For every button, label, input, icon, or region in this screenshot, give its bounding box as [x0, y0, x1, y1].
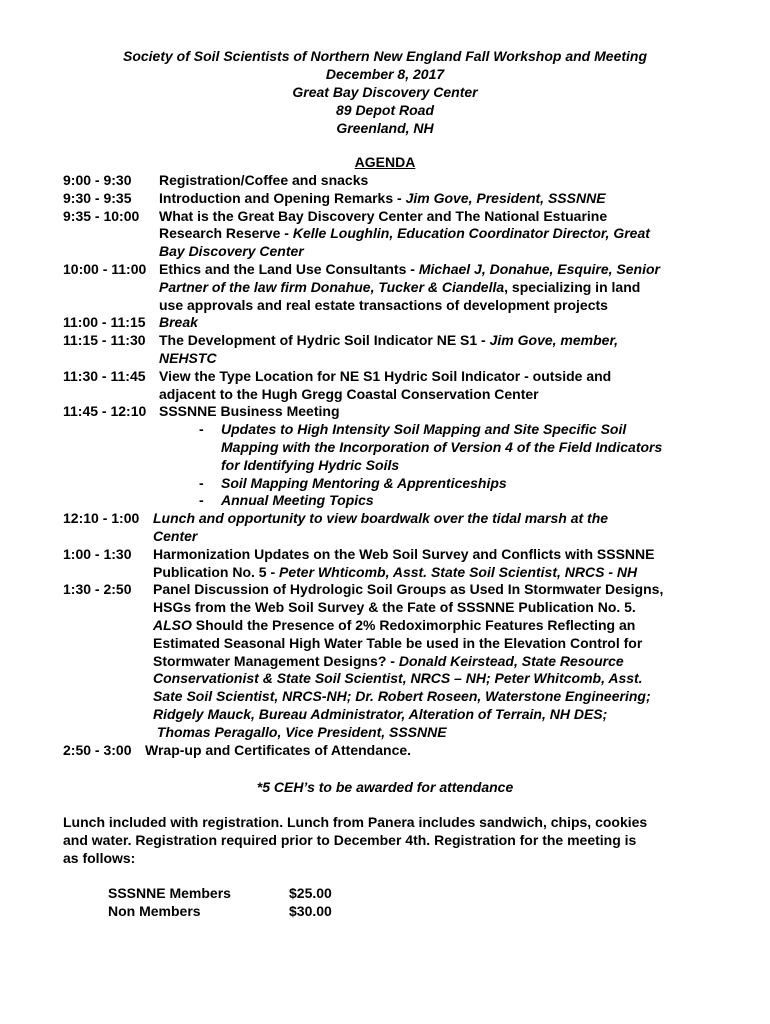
bullet-text: for Identifying Hydric Soils — [221, 456, 400, 473]
agenda-time: 1:30 - 2:50 — [63, 581, 132, 598]
agenda-speaker: Jim Gove, President, SSSNNE — [405, 189, 606, 206]
agenda-desc: View the Type Location for NE S1 Hydric Soil Indicator - outside and — [159, 367, 612, 384]
agenda-topic: Ethics and the Land Use Consultants - — [159, 260, 419, 277]
agenda-topic: Publication No. 5 - — [153, 563, 280, 580]
agenda-topic: Stormwater Management Designs? - — [153, 652, 399, 669]
agenda-desc — [159, 350, 713, 368]
agenda-desc — [159, 190, 713, 208]
agenda-item — [63, 546, 713, 582]
agenda-desc — [153, 724, 713, 742]
agenda-desc: Wrap-up and Certificates of Attendance. — [145, 741, 412, 758]
agenda-speaker: Partner of the law firm Donahue, Tucker & Ciandella — [159, 278, 505, 295]
agenda-desc: Harmonization Updates on the Web Soil Survey and Conflicts with SSSNNE — [153, 545, 655, 562]
agenda-item — [63, 581, 713, 741]
bullet-text: Annual Meeting Topics — [221, 492, 374, 509]
lunch-note — [63, 814, 713, 867]
agenda-time: 1:00 - 1:30 — [63, 545, 132, 562]
agenda-time: 10:00 - 11:00 — [63, 260, 147, 277]
agenda-speaker: Sate Soil Scientist, NRCS-NH; Dr. Robert Roseen, Waterstone Engineering; — [153, 688, 651, 705]
fee-label: Non Members — [108, 903, 201, 919]
agenda-time: 12:10 - 1:00 — [63, 510, 140, 527]
agenda-desc: SSSNNE Business Meeting — [159, 403, 340, 420]
agenda-time: 9:30 - 9:35 — [63, 189, 132, 206]
list-item — [199, 421, 713, 474]
agenda-desc — [153, 528, 713, 546]
also-label: ALSO — [153, 616, 192, 633]
agenda-title: AGENDA — [354, 154, 416, 170]
agenda-item — [63, 332, 713, 368]
business-meeting-topics — [199, 421, 713, 510]
agenda-speaker: Conservationist & State Soil Scientist, NRCS – NH; Peter Whitcomb, Asst. — [153, 670, 643, 687]
fee-row — [108, 903, 368, 921]
agenda-item — [63, 510, 713, 546]
bullet-text: Updates to High Intensity Soil Mapping and Site Specific Soil — [221, 421, 627, 438]
agenda-speaker: Peter Whticomb, Asst. State Soil Scientist, NRCS - NH — [279, 563, 638, 580]
agenda-topic: Lunch and opportunity to view boardwalk over the tidal marsh at the — [153, 510, 609, 527]
agenda-speaker: NEHSTC — [159, 349, 217, 366]
agenda-topic: Should the Presence of 2% Redoximorphic Features Reflecting an — [191, 616, 636, 633]
agenda-time: 9:00 - 9:30 — [63, 172, 132, 188]
fee-amount: $25.00 — [289, 885, 332, 901]
registration-fees — [108, 885, 368, 921]
bullet-dash: - — [199, 492, 204, 509]
agenda-desc — [153, 617, 713, 635]
list-item — [199, 475, 713, 493]
agenda-desc: adjacent to the Hugh Gregg Coastal Conservation Center — [159, 385, 539, 402]
agenda-list — [63, 172, 713, 759]
agenda-desc — [153, 688, 713, 706]
agenda-topic: Center — [153, 527, 198, 544]
agenda-desc — [153, 564, 713, 582]
agenda-item — [63, 190, 713, 208]
agenda-desc — [159, 279, 713, 297]
agenda-speaker: Donald Keirstead, State Resource — [398, 652, 624, 669]
break-label: Break — [159, 314, 198, 331]
event-date: December 8, 2017 — [325, 66, 445, 82]
bullet-text: Soil Mapping Mentoring & Apprenticeships — [221, 474, 507, 491]
agenda-topic: The Development of Hydric Soil Indicator NE S1 - — [159, 332, 490, 349]
agenda-speaker: Kelle Loughlin, Education Coordinator Director, Great — [292, 225, 650, 242]
agenda-desc — [153, 653, 713, 671]
document-header — [0, 48, 770, 138]
venue-city: Greenland, NH — [336, 120, 434, 136]
venue-street: 89 Depot Road — [335, 102, 434, 118]
agenda-time: 9:35 - 10:00 — [63, 207, 140, 224]
agenda-desc: What is the Great Bay Discovery Center and The National Estuarine — [159, 207, 608, 224]
agenda-time: 11:30 - 11:45 — [63, 367, 146, 384]
agenda-time: 2:50 - 3:00 — [63, 741, 132, 758]
agenda-desc — [159, 261, 713, 279]
agenda-topic: , specializing in land — [504, 278, 641, 295]
agenda-time: 11:15 - 11:30 — [63, 332, 146, 349]
agenda-desc — [159, 332, 713, 350]
lunch-line: Lunch included with registration. Lunch from Panera includes sandwich, chips, cookies — [63, 814, 648, 830]
bullet-text: Mapping with the Incorporation of Version 4 of the Field Indicators — [221, 438, 663, 455]
bullet-dash: - — [199, 474, 204, 491]
agenda-desc — [159, 225, 713, 243]
venue-name: Great Bay Discovery Center — [292, 84, 478, 100]
agenda-desc: Estimated Seasonal High Water Table be used in the Elevation Control for — [153, 634, 643, 651]
lunch-line: and water. Registration required prior to December 4th. Registration for the meeting is — [63, 831, 637, 848]
agenda-desc — [159, 243, 713, 261]
agenda-item — [63, 368, 713, 404]
agenda-desc — [153, 706, 713, 724]
list-item — [199, 492, 713, 510]
fee-row — [108, 885, 368, 903]
agenda-speaker: Ridgely Mauck, Bureau Administrator, Alteration of Terrain, NH DES; — [153, 705, 608, 722]
ceh-note: *5 CEH’s to be awarded for attendance — [256, 779, 514, 795]
agenda-desc: Registration/Coffee and snacks — [159, 172, 369, 188]
agenda-desc — [159, 314, 713, 332]
agenda-desc: use approvals and real estate transactions of development projects — [159, 296, 608, 313]
agenda-item — [63, 208, 713, 261]
agenda-desc: HSGs from the Web Soil Survey & the Fate of SSSNNE Publication No. 5. — [153, 599, 636, 616]
agenda-speaker: Michael J, Donahue, Esquire, Senior — [418, 260, 660, 277]
agenda-item — [63, 403, 713, 421]
agenda-item — [63, 261, 713, 314]
agenda-desc: Panel Discussion of Hydrologic Soil Groups as Used In Stormwater Designs, — [153, 581, 664, 598]
agenda-speaker: Jim Gove, member, — [489, 332, 619, 349]
fee-amount: $30.00 — [289, 903, 332, 919]
agenda-time: 11:45 - 12:10 — [63, 403, 147, 420]
agenda-topic: Introduction and Opening Remarks - — [159, 189, 406, 206]
agenda-topic: Research Reserve - — [159, 225, 293, 242]
agenda-desc — [153, 510, 713, 528]
agenda-item — [63, 172, 713, 190]
lunch-line: as follows: — [63, 849, 136, 866]
agenda-item — [63, 314, 713, 332]
workshop-title: Society of Soil Scientists of Northern New England Fall Workshop and Meeting — [122, 48, 648, 64]
agenda-desc — [153, 670, 713, 688]
agenda-time: 11:00 - 11:15 — [63, 314, 146, 331]
fee-label: SSSNNE Members — [108, 885, 231, 901]
agenda-item — [63, 742, 713, 760]
agenda-speaker: Bay Discovery Center — [159, 243, 304, 260]
agenda-speaker: Thomas Peragallo, Vice President, SSSNNE — [153, 723, 447, 740]
bullet-dash: - — [199, 421, 204, 438]
